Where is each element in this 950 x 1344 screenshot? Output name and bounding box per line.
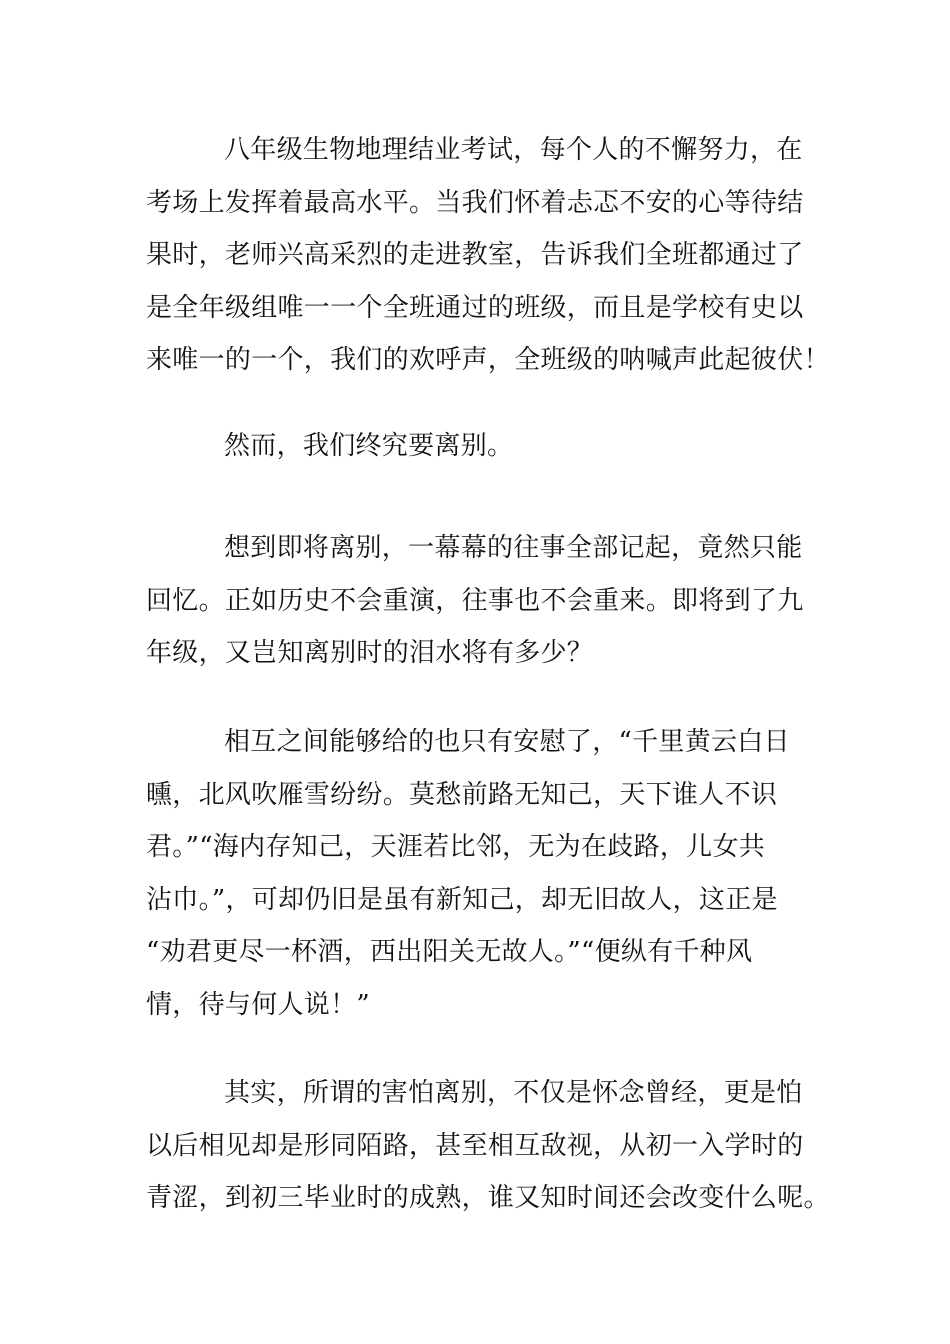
- text-line: 情，待与何人说！”: [146, 989, 370, 1020]
- text-line: 相互之间能够给的也只有安慰了，“千里黄云白日: [224, 727, 790, 757]
- text-line: 曛，北风吹雁雪纷纷。莫愁前路无知己，天下谁人不识: [146, 779, 778, 810]
- text-line: 果时，老师兴高采烈的走进教室，告诉我们全班都通过了: [146, 240, 804, 270]
- paragraph-poems: [146, 716, 810, 1031]
- text-line: 然而，我们终究要离别。: [224, 431, 514, 461]
- text-line: 沾巾。”，可却仍旧是虽有新知己，却无旧故人，这正是: [146, 884, 778, 915]
- text-line: 来唯一的一个，我们的欢呼声，全班级的呐喊声此起彼伏！: [146, 345, 830, 375]
- text-line: 是全年级组唯一一个全班通过的班级，而且是学校有史以: [146, 292, 804, 323]
- paragraph-farewell: [146, 420, 810, 473]
- paragraph-memories: [146, 522, 810, 680]
- text-line: “劝君更尽一杯酒，西出阳关无故人。”“便纵有千种风: [146, 937, 753, 967]
- paragraph-fear-of-parting: [146, 1067, 830, 1225]
- paragraph-exam-results: [146, 124, 830, 387]
- text-line: 以后相见却是形同陌路，甚至相互敌视，从初一入学时的: [146, 1130, 804, 1161]
- text-line: 青涩，到初三毕业时的成熟，谁又知时间还会改变什么呢。: [146, 1183, 830, 1213]
- text-line: 八年级生物地理结业考试，每个人的不懈努力，在: [224, 135, 803, 165]
- text-line: 君。”“海内存知己，天涯若比邻，无为在歧路，儿女共: [146, 832, 766, 862]
- text-line: 其实，所谓的害怕离别，不仅是怀念曾经，更是怕: [224, 1078, 803, 1108]
- text-line: 回忆。正如历史不会重演，往事也不会重来。即将到了九: [146, 585, 804, 616]
- text-line: 考场上发挥着最高水平。当我们怀着忐忑不安的心等待结: [146, 187, 804, 218]
- text-line: 年级，又岂知离别时的泪水将有多少？: [146, 638, 594, 668]
- text-line: 想到即将离别，一幕幕的往事全部记起，竟然只能: [224, 533, 803, 563]
